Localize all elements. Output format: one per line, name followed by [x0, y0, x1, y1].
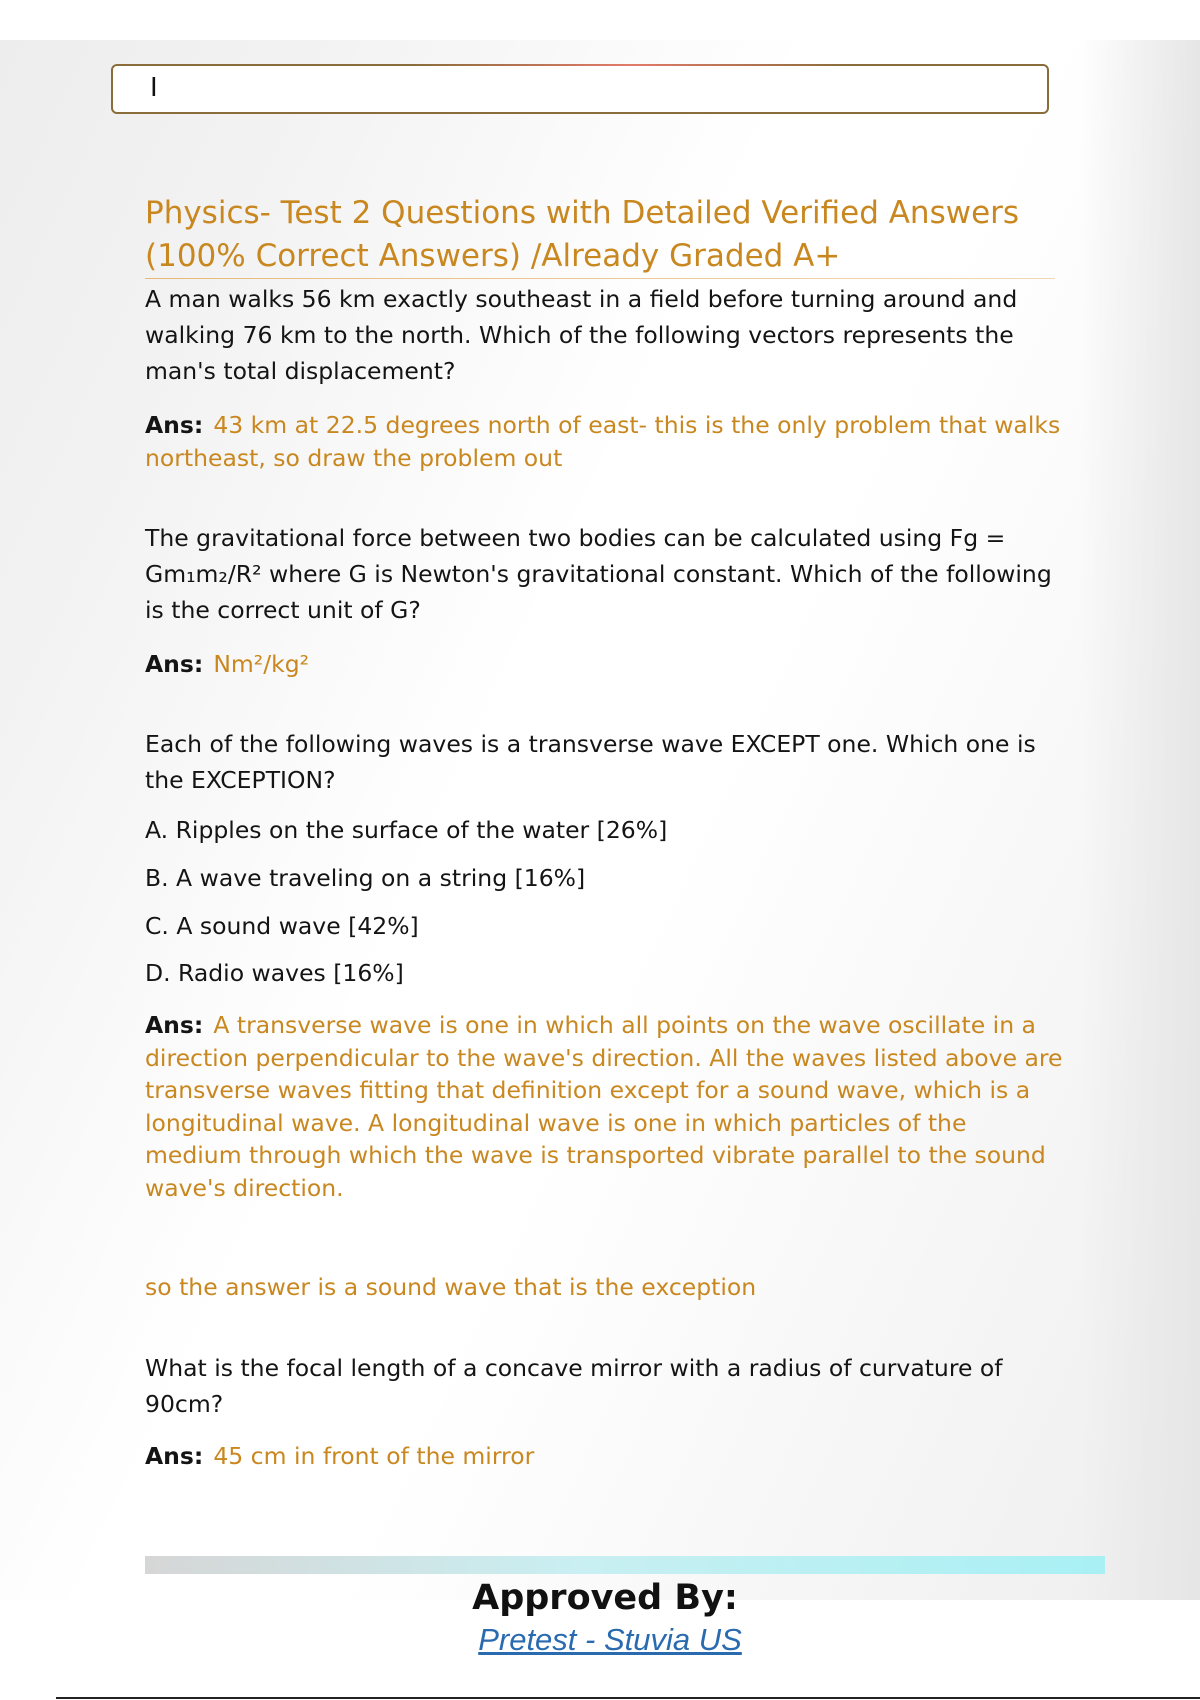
- answer-text: 43 km at 22.5 degrees north of east- this is the only problem that walks northeast, so draw the problem out: [145, 411, 1061, 472]
- title-divider: [145, 278, 1055, 279]
- option-d: D. Radio waves [16%]: [145, 959, 404, 987]
- answer-text: 45 cm in front of the mirror: [213, 1442, 535, 1470]
- answer-text: A transverse wave is one in which all points on the wave oscillate in a direction perpendicular to the wave's direction. All the waves listed above are transverse waves fitting that definition except for a sound wave, which is a longitudinal wave. A longitudinal wave is one in which particles of the medium through which the wave is transported vibrate parallel to the sound wave's direction.: [145, 1011, 1063, 1202]
- question-2-text: The gravitational force between two bodies can be calculated using Fg = Gm₁m₂/R² where G is Newton's gravitational constant. Which of the following is the correct unit of G?: [145, 524, 1052, 624]
- question-4-text: What is the focal length of a concave mirror with a radius of curvature of 90cm?: [145, 1354, 1003, 1418]
- question-2-answer: [145, 648, 1065, 681]
- answer-label: Ans:: [145, 411, 204, 439]
- header-box: [111, 64, 1049, 114]
- option-c: C. A sound wave [42%]: [145, 912, 419, 940]
- option-a: A. Ripples on the surface of the water [26%]: [145, 816, 668, 844]
- question-3-answer: [145, 1009, 1065, 1204]
- answer-label: Ans:: [145, 1011, 204, 1039]
- bottom-rule: [56, 1697, 1200, 1699]
- answer-label: Ans:: [145, 650, 204, 678]
- header-mark: I: [150, 73, 158, 103]
- question-4-answer: [145, 1440, 1065, 1473]
- document-title: Physics- Test 2 Questions with Detailed Verified Answers (100% Correct Answers) /Already Graded A+: [145, 195, 1020, 274]
- question-3-text: Each of the following waves is a transverse wave EXCEPT one. Which one is the EXCEPTION?: [145, 730, 1036, 794]
- answer-text: Nm²/kg²: [213, 650, 310, 678]
- question-1-text: A man walks 56 km exactly southeast in a field before turning around and walking 76 km to the north. Which of the following vectors represents the man's total displacement?: [145, 285, 1018, 385]
- footer-bar: [145, 1556, 1105, 1574]
- question-3-answer-note: so the answer is a sound wave that is the exception: [145, 1273, 757, 1301]
- option-b: B. A wave traveling on a string [16%]: [145, 864, 586, 892]
- approved-by-label: Approved By:: [472, 1578, 738, 1618]
- source-link[interactable]: Pretest - Stuvia US: [478, 1622, 742, 1657]
- answer-label: Ans:: [145, 1442, 204, 1470]
- question-1-answer: [145, 409, 1065, 474]
